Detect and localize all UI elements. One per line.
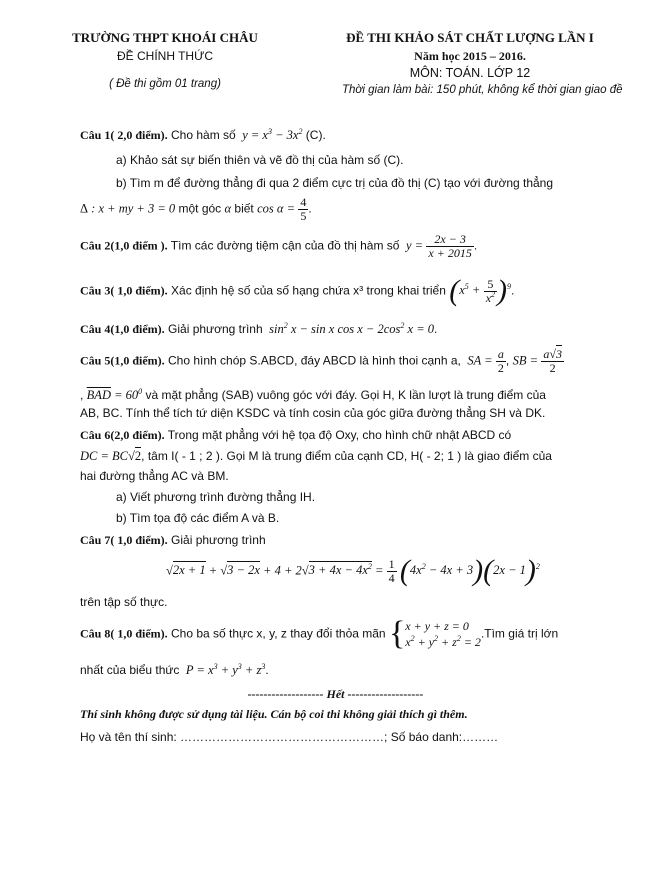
q1-b2: một góc <box>178 201 222 216</box>
q3-expansion: ($x^5$ + <box>449 274 481 308</box>
q5-sa-fraction: $\frac{a}{2}$ <box>497 347 504 375</box>
q8-l2: nhất của biểu thức <box>80 663 180 677</box>
q8-system: x + y + z = 0 $x^2 + y^2 + z^2 = 2$ <box>405 619 481 650</box>
question-7 <box>80 533 266 548</box>
q8-text: Cho ba số thực x, y, z thay đổi thỏa mãn <box>171 626 386 641</box>
q5-l2: và mặt phẳng (SAB) vuông góc với đáy. Gọi H, K lần lượt là trung điểm của <box>145 388 546 402</box>
q6-dc-equation: DC = BC√2 <box>80 449 142 463</box>
q8-label: Câu 8( 1,0 điểm). <box>80 626 168 641</box>
q7-fraction: $\frac{1}{4}$ <box>388 557 395 585</box>
page-count: ( Đề thi gồm 01 trang) <box>109 78 221 90</box>
official-label: ĐỀ CHÍNH THỨC <box>116 49 214 63</box>
q5-line2: , $\overline{BAD} = 60^0$ và mặt phẳng (SAB) vuông góc với đáy. Gọi H, K lần lượt là trung điểm của <box>80 386 546 402</box>
q7-label: Câu 7( 1,0 điểm). <box>80 533 168 547</box>
q5-sb: SB = <box>512 353 539 368</box>
q3-label: Câu 3( 1,0 điểm). <box>80 283 168 298</box>
q7-after: trên tập số thực. <box>80 595 168 609</box>
q1-part-a: a) Khảo sát sự biến thiên và vẽ đồ thị của hàm số (C). <box>116 153 404 167</box>
question-4: Câu 4(1,0 điểm). Giải phương trình $\sin^2 x - \sin x$ $\cos x - 2\cos^2$ x = 0. <box>80 320 438 336</box>
q8-after: .Tìm giá trị lớn <box>480 626 559 641</box>
q1-b3: biết <box>234 201 254 216</box>
q5-text: Cho hình chóp S.ABCD, đáy ABCD là hình thoi cạnh a, <box>168 353 461 368</box>
q1-line-equation: Δ : x + my + 3 = 0 <box>80 201 176 216</box>
q6-line2 <box>80 449 552 464</box>
q3-fraction: $\frac{5}{x^2}$ <box>485 277 496 305</box>
q5-label: Câu 5(1,0 điểm). <box>80 353 165 368</box>
question-2: Câu 2(1,0 điểm ). Tìm các đường tiệm cận của đồ thị hàm số y = $\frac{2x - 3}{x + 2015}$ . <box>80 232 478 260</box>
q8-expression: $P = x^3 + y^3 + z^3$ <box>182 661 266 677</box>
q4-text: Giải phương trình <box>168 322 263 336</box>
q7-equation: $√2x + 1 + √3 - 2x + 4 + 2√3 + 4x - 4x^2$ = $\frac{1}{4}$ $(4x^2 - 4x + 3)(2x - 1)^2$ <box>166 554 540 588</box>
q1-cos-fraction: $\frac{4}{5}$ <box>300 195 307 223</box>
q7-text: Giải phương trình <box>171 533 266 547</box>
q6-part-a: a) Viết phương trình đường thẳng IH. <box>116 490 316 504</box>
q2-fraction: $\frac{2x - 3}{x + 2015}$ <box>428 232 472 260</box>
q6-text: Trong mặt phẳng với hệ tọa độ Oxy, cho hình chữ nhật ABCD có <box>167 428 512 442</box>
school-name: TRƯỜNG THPT KHOÁI CHÂU <box>72 30 258 45</box>
q4-equation: $\sin^2 x - \sin x$ $\cos x - 2\cos^2$ x = 0 <box>265 320 434 336</box>
q1-part-b-line2 <box>80 196 312 222</box>
q2-function: y = <box>402 238 424 253</box>
q5-sa: SA = <box>464 353 493 368</box>
q5-angle: $\overline{BAD} = 60^0$ <box>86 386 143 402</box>
q1-part-b: b) Tìm m để đường thẳng đi qua 2 điểm cực trị của đồ thị (C) tạo với đường thẳng <box>116 176 554 190</box>
question-3: Câu 3( 1,0 điểm). Xác định hệ số của số hạng chứa x³ trong khai triển ($x^5$ + $\frac{5}{x^2}$ )$^9$. <box>80 274 515 308</box>
q1-label: Câu 1( 2,0 điểm). <box>80 128 168 142</box>
question-5: Câu 5(1,0 điểm). Cho hình chóp S.ABCD, đáy ABCD là hình thoi cạnh a, SA = $\frac{a}{2}$ , SB = $\frac{a√3}{2}$ <box>80 347 562 375</box>
q6-label: Câu 6(2,0 điểm). <box>80 428 165 442</box>
exam-title: ĐỀ THI KHẢO SÁT CHẤT LƯỢNG LẦN I <box>346 30 594 45</box>
question-6 <box>80 428 511 443</box>
question-8 <box>80 615 559 653</box>
q5-line3: AB, BC. Tính thể tích tứ diện KSDC và tính cosin của góc giữa đường thẳng SH và DK. <box>80 406 546 420</box>
q8-line2: nhất của biểu thức $P = x^3 + y^3 + z^3$. <box>80 661 269 677</box>
end-marker: ------------------- Hết ------------------- <box>247 687 424 701</box>
q2-label: Câu 2(1,0 điểm ). <box>80 238 168 253</box>
q1-cos: cos α = <box>257 201 296 216</box>
school-year: Năm học 2015 – 2016. <box>414 49 526 63</box>
q1-alpha: α <box>224 201 232 216</box>
q6-part-b: b) Tìm tọa độ các điểm A và B. <box>116 511 280 525</box>
footer-note: Thí sinh không được sử dụng tài liệu. Cán bộ coi thi không giải thích gì thêm. <box>80 707 468 721</box>
q1-function: $y = x^3 - 3x^2$ <box>239 126 303 142</box>
q1-end: . <box>308 201 312 216</box>
q8-brace: { <box>388 615 406 653</box>
q2-text: Tìm các đường tiệm cận của đồ thị hàm số <box>170 238 400 253</box>
q1-after: (C). <box>305 128 326 142</box>
q6-l2: , tâm I( - 1 ; 2 ). Gọi M là trung điểm của cạnh CD, H( - 2; 1 ) là giao điểm của <box>141 449 552 463</box>
question-1 <box>80 128 326 143</box>
time-line: Thời gian làm bài: 150 phút, không kể thời gian giao đề <box>342 84 623 96</box>
q6-line3: hai đường thẳng AC và BM. <box>80 469 229 483</box>
q3-text: Xác định hệ số của số hạng chứa x³ trong khai triển <box>171 283 446 298</box>
candidate-line: Họ và tên thí sinh: ……………………………………………; Số báo danh:……… <box>80 730 499 744</box>
q1-text: Cho hàm số <box>171 128 236 142</box>
q4-label: Câu 4(1,0 điểm). <box>80 322 165 336</box>
subject-line: MÔN: TOÁN. LỚP 12 <box>409 66 531 80</box>
q5-sb-fraction: $\frac{a√3}{2}$ <box>543 347 562 375</box>
